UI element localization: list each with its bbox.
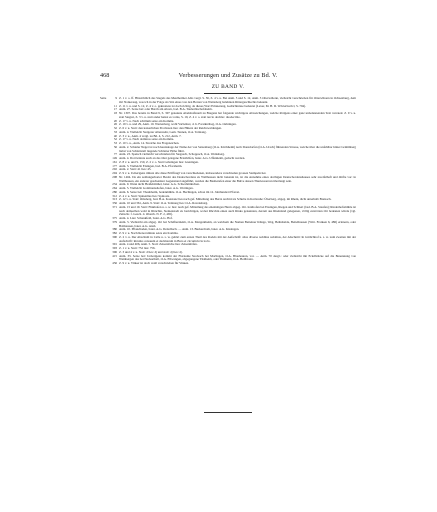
section-divider [204, 93, 252, 94]
entry-text: Anm. 23. Speisch vielleicht verschrieben für Siegasch, Schoppach, O.A. Weinsberg. [119, 152, 225, 157]
entry-text: Anm. 6. Setze bei: Thaubheim, bedenmühle. O.A. Hechingen, schon im 12. Jahrhundert Pfarrei. [119, 189, 240, 194]
entry-text: Anm. 10. Pflanzbaden, baier. A.G. Dettelbach. — Anm. 13. Burkardroth, baier. A.G. Kissingen. [119, 227, 240, 232]
entry-text: Anm. 2. Schieler Neger ist noch heutzutage der Name der von Satzenberg (O.A. Kirchheim) nach Donzdorfen (O.A. Urach) führenden Strasse, welche über die unfehlbar hinter Grimmberg liebst von Schlattstall liegende Schlatter Höhe führt. [119, 144, 356, 153]
entry-text: Z. 1 v. o. ff. Hinsichtlich des Siegels des Meulhermer Abts vergl. S. 56, Z. 4 v. u. Bei Anm. 5 und S. 12, Anm. 3 Otterwihonn, vielleicht verschrieben für Otterwihonn in Ochsenburg, dem Ort Notkeraug, was ich in der Folge als Sitz eines von den Herren von Weinsberg belehnten Rittergeschlechts bekannt. [119, 96, 356, 104]
entry-page-number: 11 [113, 103, 117, 108]
page-number: 468 [100, 72, 110, 79]
entry-page-number: 390 [112, 234, 117, 239]
entry-text: Z. 4 v. u. Statt: Spinenlius lies: Spinosis. [119, 193, 170, 198]
entry-text: Z. 11 v. u. und S. 12, Z. 4 v. o. geknottete ist doch richtig, da dieses Wort Erinnerung, Gedächtnisse bedeutet (Lexer, M. H. D. Wörterbuch I, S. 794). [119, 103, 306, 108]
entry-text: Anm. 4. Lies: Schenkfeld, baier. A.G. Hof. [119, 216, 173, 220]
entry-page-number: 202 [112, 167, 117, 172]
entry-page-number: 234 [112, 182, 117, 187]
entry-text: Z. 3 v. u., Anm. 4 vergl. zu Bd. 4, S. 212, Anm. 7. [119, 133, 182, 138]
entry-page-number: 415 [112, 253, 117, 258]
entry-text: Anm. 10 und 361, Anm. 9. Statt: O.A. Tettnang lies: O.A. Ravensburg. [119, 201, 208, 205]
seite-label: Seite [100, 96, 107, 100]
entry-page-number: 391 [112, 242, 117, 247]
end-rule [204, 412, 252, 413]
entry-text: Z. 8 v. u. und S. 150, Z. 2 v. o. Statt Gröningen lies: Greningen. [119, 159, 199, 164]
entry-page-number: 375 [112, 216, 117, 220]
entry-page-number: 149 [112, 156, 117, 160]
entry-page-number: 18 [113, 111, 117, 115]
entry-text: Z. 17 v. u. Nach dominos setze ein Komma. [119, 137, 175, 142]
running-title: Verbesserungen und Zusätze zu Bd. V. [178, 72, 278, 79]
entry-page-number: 52 [113, 137, 117, 142]
entry-text: Nr. 1464. Da ein zeitlangerhorter Besitz des Deutschordens zu Wallhausen nicht bekannt ist, ist die Annahme eines dorthigen Deutschordenshauses sehr zweifelhaft und dürfte vor: in Wallhausen, ein anderer geschenkter Gegenstand angeführt, werden die Bauberufen einer die Bulve dessen Thuriessonven überlangt sein. [119, 174, 356, 183]
entry-page-number: 264 [112, 186, 117, 190]
entry-text: Anm. 5. Vielleicht ein abgeg. Ort bei Schäftersheim, O.A. Mergentheim, an welchem die Namen Betteiner Klinge, Weg, Beihshalde, Bettelhausen (Wirt. Franken 6, 486) erinnern, oder Bobhausen, baier. A.G. Ansb. [119, 219, 356, 228]
entry-page-number: 177 [112, 163, 117, 168]
entry-text: Anm. 33. Setze bei: Ueberigens kommt der Flurname Stockach bei Morlingen, O.A. Blaubeuren, vor. — Anm. 70 desgl.: oder vielleicht mit Eckdbrücke auf die Benennung von Weinbergen das bei Neckarthall, O.A. Ellwangen, abgegangene Thalheim, oder Thalheim, O.A. Heilbronn. [119, 253, 356, 262]
entry-text: Anm. 3. Vielleicht Eisingen, bad. B.A. Pforzheim. [119, 163, 183, 168]
entry-page-number: 26 [113, 122, 117, 127]
entry-page-number: 280 [112, 189, 117, 194]
entry-text: Anm. 9. Wenn nicht Heidelsbühel, baier. A.G. Schwabmünchen. [119, 182, 200, 187]
entry-page-number: 313 [112, 197, 117, 202]
entry-text: Anm. 5. Vielleicht Gottmannshofen, baier. A.G. Wertingen. [119, 186, 194, 190]
entry-text: Anm. 27. Setze bei: oder Burch am Aborn, bad. B.A. Tauberbischofsheim. [119, 107, 213, 112]
corrections-list [100, 97, 356, 266]
entry-text: Z. 12 v. u. Statt: Omsberg, bad. B.A. Konstanz lies nach gef. Mitteilung des Herrn Archivrats Schulte in Karlsruhe: Überberg, abgeg. im Rhein, dicht unterhalb Breisach. [119, 197, 332, 202]
entry-page-number: 356 [112, 201, 117, 205]
entry-text: Z. 6 v. u. Statt: den kaiserlichen Provinzen lies: den Hütern der Reichswaldungen. [119, 126, 222, 130]
entry-page-number: 32 [113, 126, 117, 130]
entry-page-number: 17 [113, 107, 117, 112]
entry-page-number: 33 [113, 129, 117, 134]
entry-page-number: 312 [112, 193, 117, 198]
entry-text: Z. 9 v. u. Nach Renovaminie setze ein Komma. [119, 231, 179, 235]
entry-page-number: 208 [112, 174, 117, 179]
entry-page-number: 396 [112, 249, 117, 254]
entry-text: Z. 1 v. u. Statt: 752 lies: 756. [119, 246, 156, 250]
correction-entry [100, 262, 356, 266]
entry-page-number: 53 [113, 141, 117, 145]
entry-text: Z. 17 v. u. Nach schilium setze ein Komma. [119, 118, 175, 123]
entry-page-number: 393 [112, 246, 117, 250]
entry-text: Z. 9 v. u. Vinker ist doch wohl verschrieben für Vinken. [119, 261, 189, 265]
section-title: ZU BAND V. [211, 84, 245, 90]
entry-text: Nr. 1307. Das bereits in Band 9, S. 307 genannte Abelshofinanlt zu Bregenz hat folgende wichtigere Abweichungen, welche übrigens einer ganz unbedeutenden Text verraten: Z. 9 v. u. statt Siegrei, Z. 3 v. u. statt ander heisst es: reins, S. 19, Z. 4 v. o. statt tercio decimo: duodecimo. [119, 111, 356, 119]
entry-page-number: 161 [112, 159, 117, 164]
entry-page-number: 371 [112, 204, 117, 209]
entry-page-number: 204 [112, 171, 117, 175]
entry-page-number: 40 [113, 133, 117, 138]
entry-page-number: 77 [113, 152, 117, 157]
entry-text: Z. 3 und 4 v. u. Statt: d lies: dj und statt: dj lies: dj. [119, 249, 183, 254]
entry-text: Anm. 4. Vielleicht Steigerer Altenwehr, Gem. Tannen, O.A. Tettnang. [119, 129, 207, 134]
entry-text: Anm. 15 und 19. Statt: Finkhofen u. s. w. lies: nach gef. Mitteilung des ehemaligen Herrn abgeg. Ort. Ionthofen bei Ensingen, Riegen und Schliert (bad. B.A. Staufen); Rinderhofsmühle ist nach demselben wohl in Rhnchin, Steinenstadt zu berichtigen, wobei Rhcchin einen auch Rinka genannten, derzeit aus Rheinland gelegenen, völlig zerstörten Ort bedeuten würde (vgl. Zeitschr. f. Gesch. d. Oberrh. N. F. 2, 465). [119, 204, 356, 217]
entry-text: Anm. 4. Dort könnte auch an das älter gelegene Ernsthöfen, baier. A.G. Uffenheim, gedacht werden. [119, 156, 246, 160]
entry-page-number: 456 [112, 261, 117, 265]
entry-text: Z. 2 v. u. Der Abschnitt in Celle u. s. w. gehört zum ersten Theil des Rodels mit der Aufschrift: alias diverse redditus redalitus, der Abschnitt: In Gärlichhof u. s. w. zum zweiten mit der Aufschrift: Rotulus censuum et decimarum in Bura et circumcircia locis. [119, 234, 356, 243]
entry-page-number: 20 [113, 118, 117, 123]
entry-page-number: 382 [112, 231, 117, 235]
entry-text: Anm. 2. Statt: 41 lies: 45. [119, 167, 152, 172]
entry-text: Anm. 4 und 406, Anm. 5. Statt: Zeisenlöche lies: Zeisenhöfen. [119, 242, 198, 247]
entry-text: Z. 19 v. u. und 29, Anm. 10. Wertenberg, wohl Vorbehrer, d. h. Forstknöbeg, O.A. Oehringen. [119, 122, 237, 127]
entry-text: Z. 9 v. u. Ueberigens rühren alle diese Ertiffnugl von verschiedenen, insbesondere verschieden grossen Stempeln her. [119, 171, 267, 175]
entry-page-number: 56 [113, 144, 117, 149]
entry-text: Z. 10 v. u., Anm. 14. Streiche das Fragezeichen. [119, 141, 180, 145]
entry-page-number: 380 [112, 227, 117, 232]
entry-page-number: 379 [112, 219, 117, 224]
running-head [100, 72, 356, 81]
entry-page-number: 9 [115, 96, 117, 100]
